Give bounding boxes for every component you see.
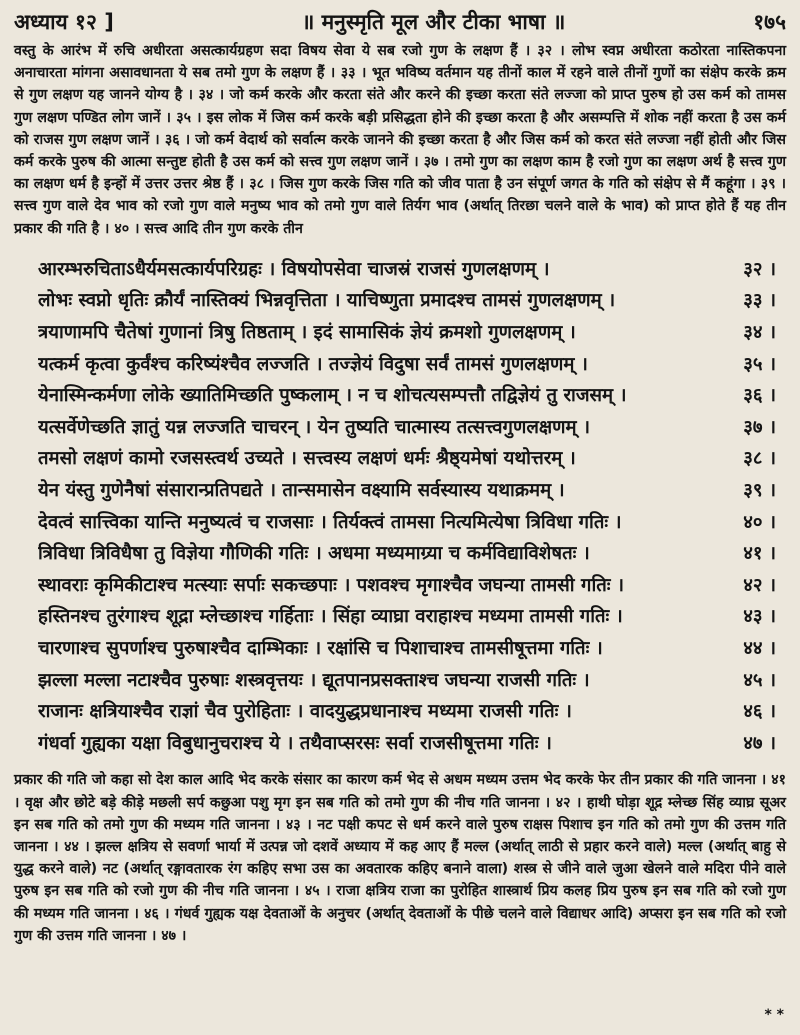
verse-number: ४७ । bbox=[743, 732, 776, 754]
verse-text: यत्कर्म कृत्वा कुर्वंश्च करिष्यंश्चैव लज्जति । तज्ज्ञेयं विदुषा सर्वं तामसं गुणलक्षणम् । bbox=[38, 353, 588, 375]
verse-number: ४४ । bbox=[743, 637, 776, 659]
commentary-top: वस्तु के आरंभ में रुचि अधीरता असत्कार्यग्रहण सदा विषय सेवा ये सब रजो गुण के लक्षण हैं । ३२ । लोभ स्वप्न अधीरता कठोरता नास्तिकपना अनाचारता मांगना असावधानता ये सब तमो गुण के लक्षण हैं । ३३ । भूत भविष्य वर्तमान यह तीनों काल में रहने वाले तीनों गुणों का संक्षेप करके क्रम से गुण लक्षण यह जानने योग्य है । ३४ । जो कर्म करके और करता संते और करने की इच्छा करता संते लज्जा को प्राप्त पुरुष हो उस कर्म को तामस गुण लक्षण पण्डित लोग जानें । ३५ । इस लोक में जिस कर्म करके बड़ी प्रसिद्धता होने की इच्छा करता है और असम्पत्ति में शोक नहीं करता है उस कर्म को राजस गुण लक्षण जानें । ३६ । जो कर्म वेदार्थ को सर्वात्म करके जानने की इच्छा करता है और जिस कर्म को करत संते लज्जा नहीं होती और जिस कर्म करके पुरुष की आत्मा सन्तुष्ट होती है उस कर्म को सत्त्व गुण लक्षण जानें । ३७ । तमो गुण का लक्षण काम है रजो गुण का लक्षण अर्थ है सत्त्व गुण का लक्षण धर्म है इन्हों में उत्तर उत्तर श्रेष्ठ हैं । ३८ । जिस गुण करके जिस गति को जीव पाता है उन संपूर्ण जगत के गति को संक्षेप से मैं कहूंगा । ३९ । सत्त्व गुण वाले देव भाव को रजो गुण वाले मनुष्य भाव को तमो गुण वाले तिर्यग भाव (अर्थात् तिरछा चलने वाले के भाव) को प्राप्त होते हैं यह तीन प्रकार की गति है । ४० । सत्त्व आदि तीन गुण करके तीन bbox=[14, 43, 786, 237]
page-header bbox=[14, 8, 786, 40]
verse-line bbox=[14, 475, 786, 507]
verse-line bbox=[14, 254, 786, 286]
verse-text: स्थावराः कृमिकीटाश्च मत्स्याः सर्पाः सकच्छपाः । पशवश्च मृगाश्चैव जघन्या तामसी गतिः । bbox=[38, 574, 624, 596]
verse-line bbox=[14, 570, 786, 602]
verse-number: ३६ । bbox=[743, 385, 776, 407]
verse-number: ४५ । bbox=[743, 669, 776, 691]
verse-text: आरम्भरुचिताऽधैर्यमसत्कार्यपरिग्रहः । विषयोपसेवा चाजस्रं राजसं गुणलक्षणम् । bbox=[38, 258, 550, 280]
verse-line bbox=[14, 285, 786, 317]
verse-number: ३४ । bbox=[743, 322, 776, 344]
running-title: ॥ मनुस्मृति मूल और टीका भाषा ॥ bbox=[301, 10, 566, 34]
verse-text: राजानः क्षत्रियाश्चैव राज्ञां चैव पुरोहिताः । वादयुद्धप्रधानाश्च मध्यमा राजसी गतिः । bbox=[38, 701, 572, 723]
verse-line bbox=[14, 665, 786, 697]
verse-number: ४१ । bbox=[743, 543, 776, 565]
verse-line bbox=[14, 696, 786, 728]
verse-number: ४३ । bbox=[743, 606, 776, 628]
verse-number: ४२ । bbox=[743, 574, 776, 596]
verse-number: ३९ । bbox=[743, 479, 776, 501]
verse-number: ३८ । bbox=[743, 448, 776, 470]
verse-line bbox=[14, 380, 786, 412]
footer-asterisks: * * bbox=[764, 1007, 784, 1023]
verse-number: ३७ । bbox=[743, 416, 776, 438]
verse-line bbox=[14, 412, 786, 444]
verse-text: येन यंस्तु गुणेनैषां संसारान्प्रतिपद्यते । तान्समासेन वक्ष्यामि सर्वस्यास्य यथाक्रमम् । bbox=[38, 479, 565, 501]
verse-text: गंधर्वा गुह्यका यक्षा विबुधानुचराश्च ये । तथैवाप्सरसः सर्वा राजसीषूत्तमा गतिः । bbox=[38, 732, 552, 754]
verse-number: ३५ । bbox=[743, 353, 776, 375]
page-number: १७५ bbox=[753, 10, 786, 34]
verse-text: हस्तिनश्च तुरंगाश्च शूद्रा म्लेच्छाश्च गर्हिताः । सिंहा व्याघ्रा वराहाश्च मध्यमा तामसी गतिः । bbox=[38, 606, 623, 628]
verse-line bbox=[14, 728, 786, 760]
commentary-bottom: प्रकार की गति जो कहा सो देश काल आदि भेद करके संसार का कारण कर्म भेद से अधम मध्यम उत्तम भेद करके फेर तीन प्रकार की गति जानना । ४१ । वृक्ष और छोटे बड़े कीड़े मछली सर्प कछुआ पशु मृग इन सब गति को तमो गुण की नीच गति जानना । ४२ । हाथी घोड़ा शूद्र म्लेच्छ सिंह व्याघ्र सूअर इन सब गति को तमो गुण की मध्यम गति जानना । ४३ । नट पक्षी कपट से धर्म करने वाले पुरुष राक्षस पिशाच इन गति को तमो गुण की उत्तम गति जानना । ४४ । झल्ल क्षत्रिय से सवर्णा भार्या में उत्पन्न जो दशवें अध्याय में कह आए हैं मल्ल (अर्थात् लाठी से प्रहार करने वाले) मल्ल (अर्थात् बाहु से युद्ध करने वाले) नट (अर्थात् रङ्गावतारक रंग कहिए सभा उस का अवतारक कहिए बनाने वाला) शस्त्र से जीने वाले जुआ खेलने वाले मदिरा पीने वाले पुरुष इन सब गति को रजो गुण की नीच गति जानना । ४५ । राजा क्षत्रिय राजा का पुरोहित शास्त्रार्थ प्रिय कलह प्रिय पुरुष इन सब गति को रजो गुण की मध्यम गति जानना । ४६ । गंधर्व गुह्यक यक्ष देवताओं के अनुचर (अर्थात् देवताओं के पीछे चलने वाले विद्याधर आदि) अप्सरा इन सब गति को रजो गुण की उत्तम गति जानना । ४७ । bbox=[14, 772, 786, 944]
verse-line bbox=[14, 443, 786, 475]
verse-text: तमसो लक्षणं कामो रजसस्त्वर्थ उच्यते । सत्त्वस्य लक्षणं धर्मः श्रैष्ठ्यमेषां यथोत्तरम् । bbox=[38, 448, 576, 470]
verse-line bbox=[14, 317, 786, 349]
verse-text: चारणाश्च सुपर्णाश्च पुरुषाश्चैव दाम्भिकाः । रक्षांसि च पिशाचाश्च तामसीषूत्तमा गतिः । bbox=[38, 637, 603, 659]
verse-line bbox=[14, 349, 786, 381]
verse-text: झल्ला मल्ला नटाश्चैव पुरुषाः शस्त्रवृत्तयः । द्यूतपानप्रसक्ताश्च जघन्या राजसी गतिः । bbox=[38, 669, 590, 691]
verse-text: त्रयाणामपि चैतेषां गुणानां त्रिषु तिष्ठताम् । इदं सामासिकं ज्ञेयं क्रमशो गुणलक्षणम् । bbox=[38, 322, 576, 344]
verse-line bbox=[14, 538, 786, 570]
verse-text: येनास्मिन्कर्मणा लोके ख्यातिमिच्छति पुष्कलाम् । न च शोचत्यसम्पत्तौ तद्विज्ञेयं तु राजसम् । bbox=[38, 385, 627, 407]
verse-block bbox=[14, 254, 786, 760]
verse-text: देवत्वं सात्त्विका यान्ति मनुष्यत्वं च राजसाः । तिर्यक्त्वं तामसा नित्यमित्येषा त्रिविधा गतिः । bbox=[38, 511, 622, 533]
verse-text: त्रिविधा त्रिविधैषा तु विज्ञेया गौणिकी गतिः । अधमा मध्यमाग्र्या च कर्मविद्याविशेषतः । bbox=[38, 543, 590, 565]
verse-line bbox=[14, 507, 786, 539]
verse-line bbox=[14, 601, 786, 633]
verse-number: ४६ । bbox=[743, 701, 776, 723]
chapter-label: अध्याय १२ ] bbox=[14, 10, 114, 34]
verse-number: ३३ । bbox=[743, 290, 776, 312]
verse-text: लोभः स्वप्नो धृतिः क्रौर्यं नास्तिक्यं भिन्नवृत्तिता । याचिष्णुता प्रमादश्च तामसं गुणलक्षणम् । bbox=[38, 290, 616, 312]
verse-number: ४० । bbox=[743, 511, 776, 533]
verse-number: ३२ । bbox=[743, 258, 776, 280]
verse-text: यत्सर्वेणेच्छति ज्ञातुं यन्न लज्जति चाचरन् । येन तुष्यति चात्मास्य तत्सत्त्वगुणलक्षणम् । bbox=[38, 416, 591, 438]
verse-line bbox=[14, 633, 786, 665]
